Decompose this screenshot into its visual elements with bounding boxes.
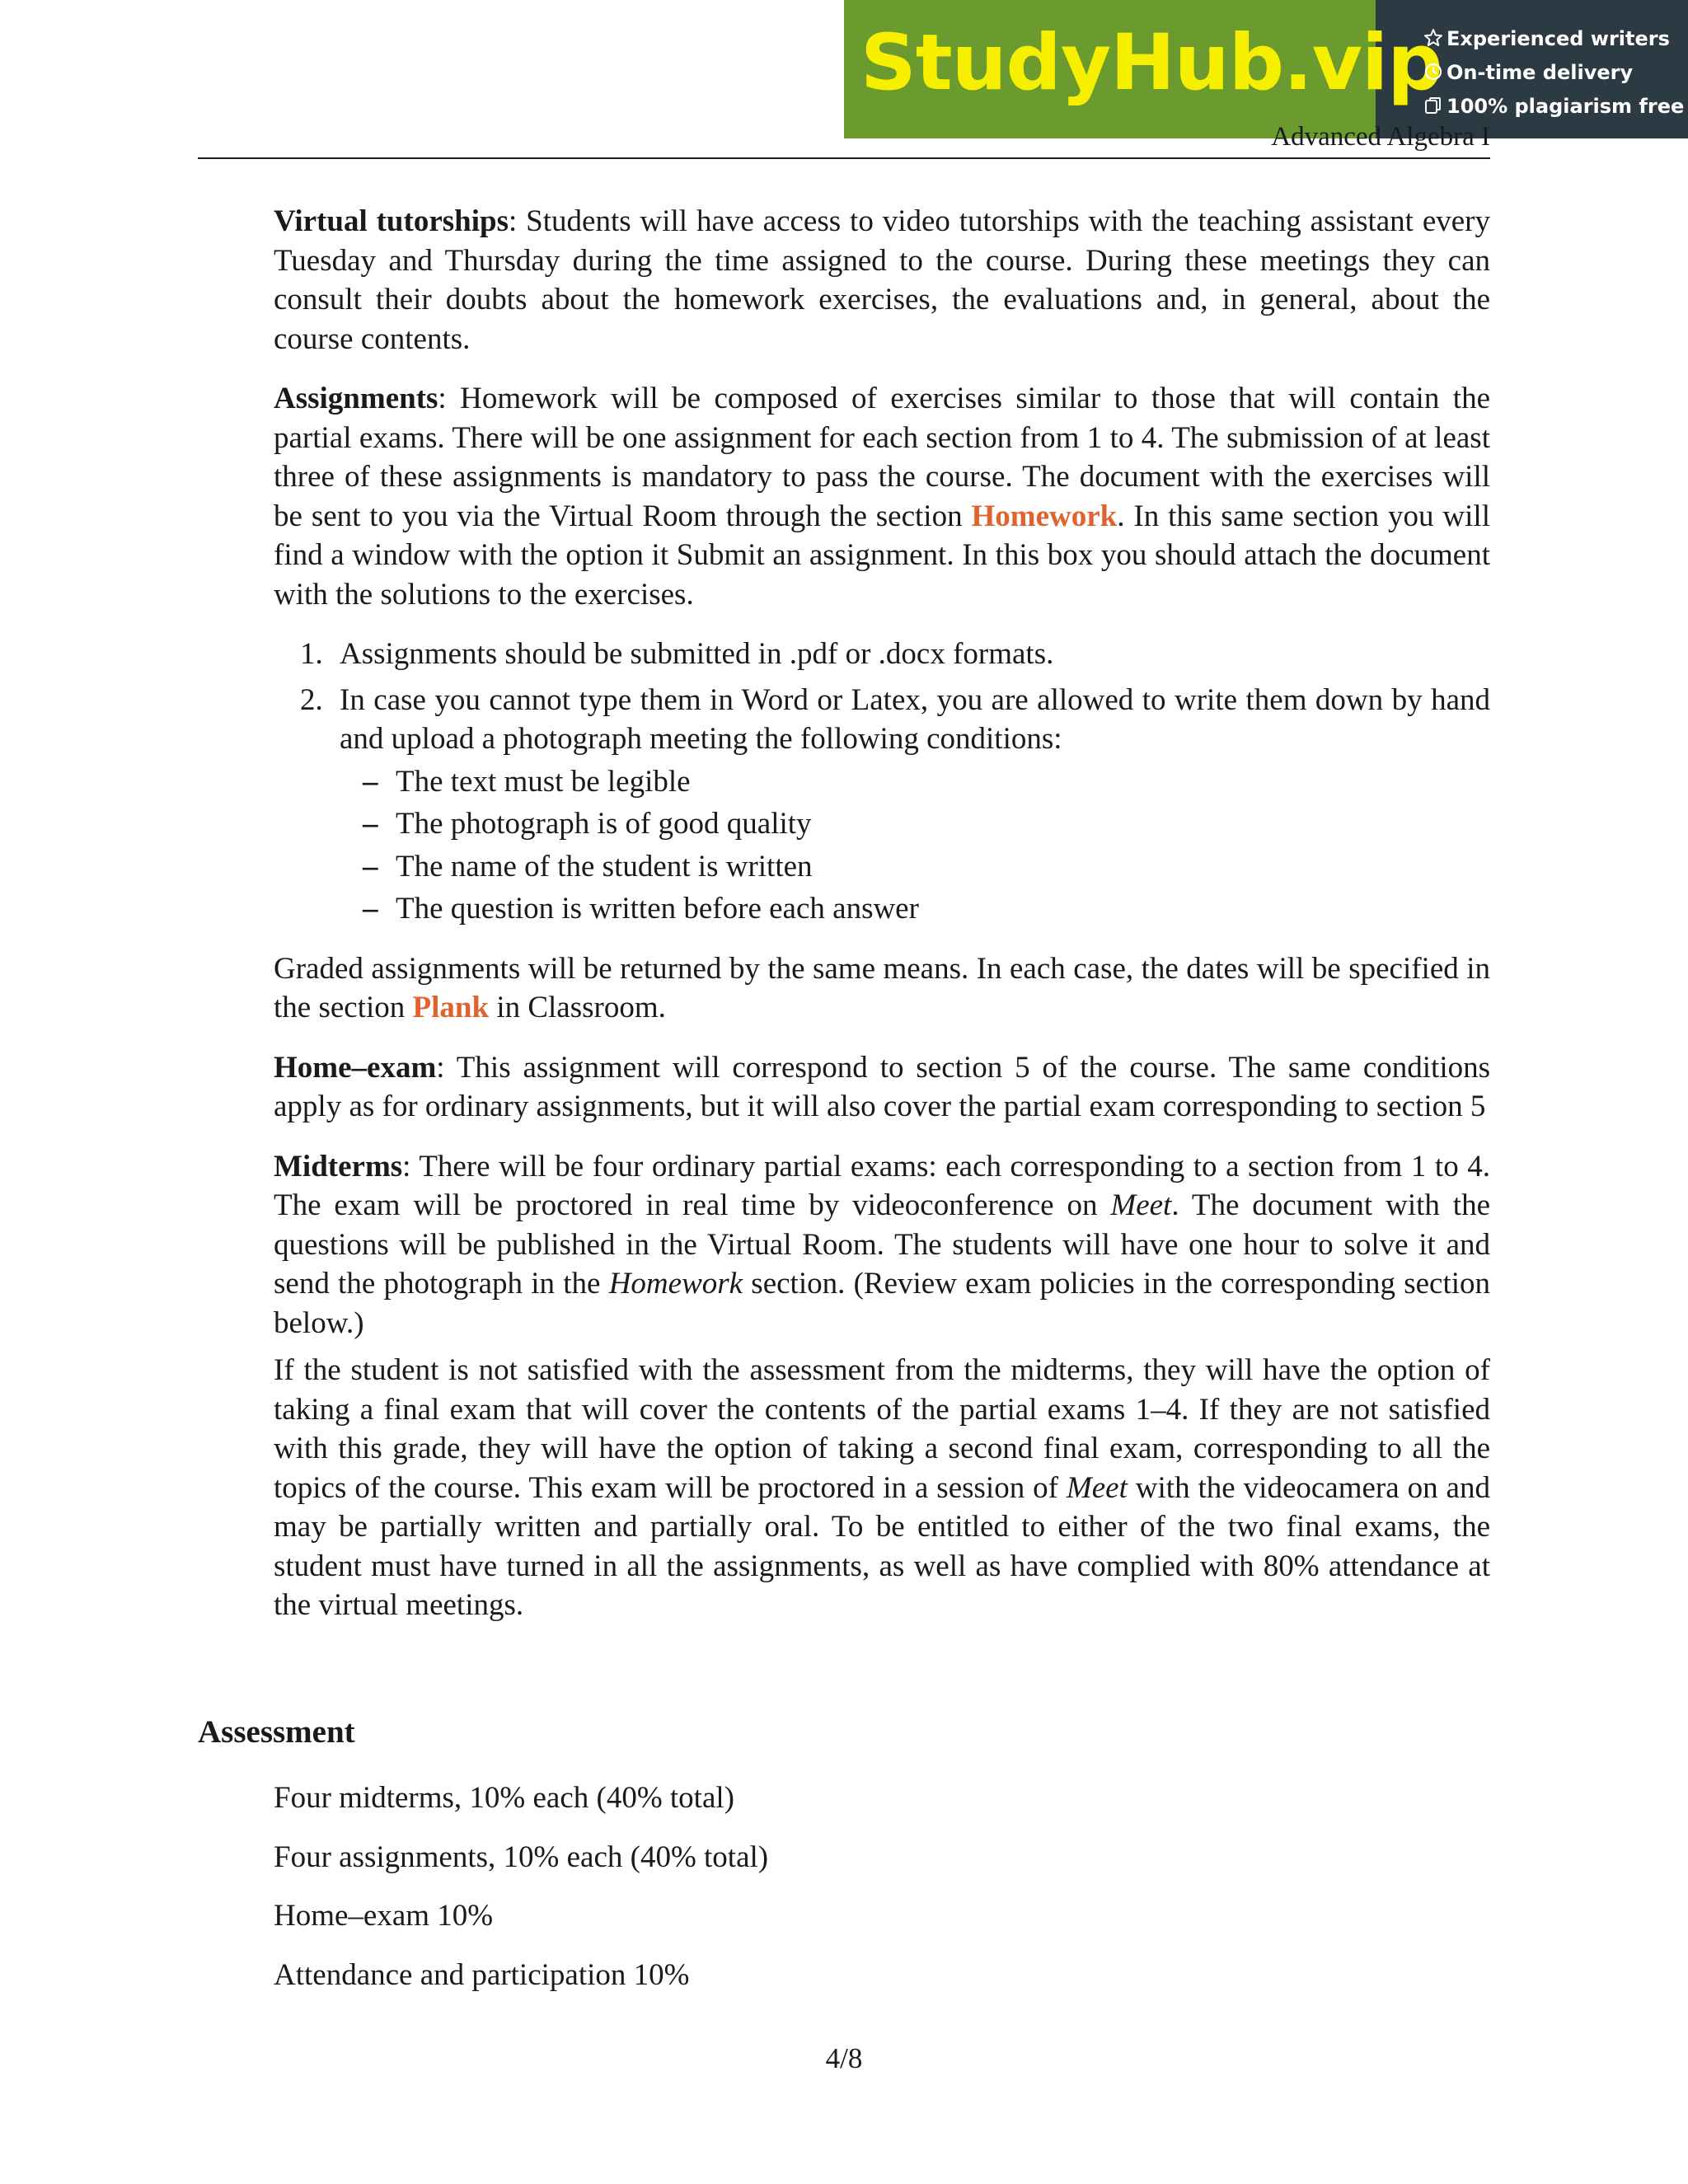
list-dash: – (363, 849, 378, 883)
graded-text-end: in Classroom. (489, 991, 666, 1024)
final-exams-text: If the student is not satisfied with the assessment from the midterms, they will have the option of taking a final exam that will cover the contents of the partial exams 1–4. If they are not satisfied with this grade, they will have the option of taking a second final exam, corresponding to all the topics of the course. This exam will be proctored in a session of (274, 1353, 1490, 1505)
graded-assignments-paragraph (274, 949, 1490, 1028)
list-item-text: Assignments should be submitted in .pdf or .docx formats. (340, 637, 1054, 671)
clock-icon (1423, 62, 1443, 82)
plank-link[interactable]: Plank (412, 991, 490, 1024)
home-exam-text: : This assignment will correspond to section 5 of the course. The same conditions apply as for ordinary assignments, but it will also cover the partial exam corresponding to section 5 (274, 1050, 1490, 1123)
brand-logo[interactable]: StudyHub.vip (860, 18, 1442, 108)
feature-label: Experienced writers (1447, 26, 1670, 50)
list-item-text: The name of the student is written (396, 849, 813, 883)
header-rule (198, 157, 1490, 159)
list-item (340, 889, 1490, 929)
list-item (274, 635, 1490, 674)
submission-rules-list (274, 635, 1490, 929)
list-item (340, 804, 1490, 844)
document-body (274, 202, 1490, 1625)
list-dash: – (363, 764, 378, 799)
copy-icon (1423, 96, 1443, 115)
midterms-heading: Midterms (274, 1149, 403, 1183)
final-exams-text: with the videocamera on and may be partially written and partially oral. To be entitled to either of the two final exams, the student must have turned in all the assignments, as well as have complied with 80% attendance at the virtual meetings. (274, 1470, 1490, 1622)
feature-experienced-writers (1376, 21, 1688, 55)
virtual-tutorships-text: : Students will have access to video tutorships with the teaching assistant every Tuesday and Thursday during the time assigned to the course. During these meetings they can consult their doubts about the homework exercises, the evaluations and, in general, about the course contents. (274, 204, 1490, 356)
home-exam-heading: Home–exam (274, 1050, 437, 1085)
list-dash: – (363, 807, 378, 841)
assignments-heading: Assignments (274, 382, 438, 415)
midterms-text: : There will be four ordinary partial exams: each corresponding to a section from 1 to 4. The exam will be proctored in real time by videoconference on (274, 1149, 1490, 1222)
virtual-tutorships-paragraph (274, 202, 1490, 359)
assignments-text-end: . In this same section you will find a window with the option it Submit an assignment. In this box you should attach the document with the solutions to the exercises. (274, 499, 1490, 612)
homework-term: Homework (608, 1267, 743, 1301)
running-header: Advanced Algebra I (1271, 122, 1490, 152)
assessment-item: Four assignments, 10% each (40% total) (274, 1840, 769, 1874)
feature-plagiarism-free (1376, 89, 1688, 123)
midterms-text: section. (Review exam policies in the corresponding section below.) (274, 1267, 1491, 1340)
graded-text: Graded assignments will be returned by the same means. In each case, the dates will be specified in the section (274, 951, 1490, 1024)
list-item-text: The question is written before each answer (396, 892, 919, 926)
meet-term: Meet (1110, 1188, 1172, 1222)
home-exam-paragraph (274, 1048, 1490, 1127)
feature-on-time-delivery (1376, 55, 1688, 89)
star-icon (1423, 28, 1443, 48)
assignments-text: : Homework will be composed of exercises similar to those that will contain the partial exams. There will be one assignment for each section from 1 to 4. The submission of at least three of these assignments is mandatory to pass the course. The document with the exercises will be sent to you via the Virtual Room through the section (274, 382, 1490, 533)
feature-label: 100% plagiarism free (1447, 94, 1685, 118)
list-item (340, 762, 1490, 802)
feature-label: On-time delivery (1447, 60, 1634, 84)
midterms-paragraph (274, 1147, 1490, 1343)
midterms-text: . The document with the questions will be published in the Virtual Room. The students will have one hour to solve it and send the photograph in the (274, 1188, 1490, 1301)
assignments-paragraph (274, 379, 1490, 614)
banner-brand-panel (844, 0, 1442, 138)
list-item (340, 847, 1490, 887)
assessment-heading: Assessment (198, 1714, 355, 1750)
list-item-text: In case you cannot type them in Word or Latex, you are allowed to write them down by hand and upload a photograph meeting the following conditions: (340, 682, 1490, 756)
list-item (274, 681, 1490, 929)
meet-term: Meet (1066, 1470, 1128, 1505)
assessment-item: Four midterms, 10% each (40% total) (274, 1781, 734, 1815)
list-item-text: The text must be legible (396, 764, 691, 799)
virtual-tutorships-heading: Virtual tutorships (274, 204, 509, 238)
final-exams-paragraph (274, 1351, 1490, 1625)
page-number: 4/8 (825, 2042, 863, 2074)
studyhub-banner (844, 0, 1688, 138)
photo-conditions-list (340, 762, 1490, 929)
list-dash: – (363, 892, 378, 926)
homework-link[interactable]: Homework (971, 499, 1118, 533)
list-item-text: The photograph is of good quality (396, 807, 812, 841)
list-number: 2. (300, 682, 323, 717)
assessment-list (274, 1779, 768, 1994)
assessment-item: Home–exam 10% (274, 1899, 494, 1933)
assessment-item: Attendance and participation 10% (274, 1957, 690, 1992)
banner-features-panel (1376, 0, 1688, 138)
list-number: 1. (300, 637, 323, 671)
